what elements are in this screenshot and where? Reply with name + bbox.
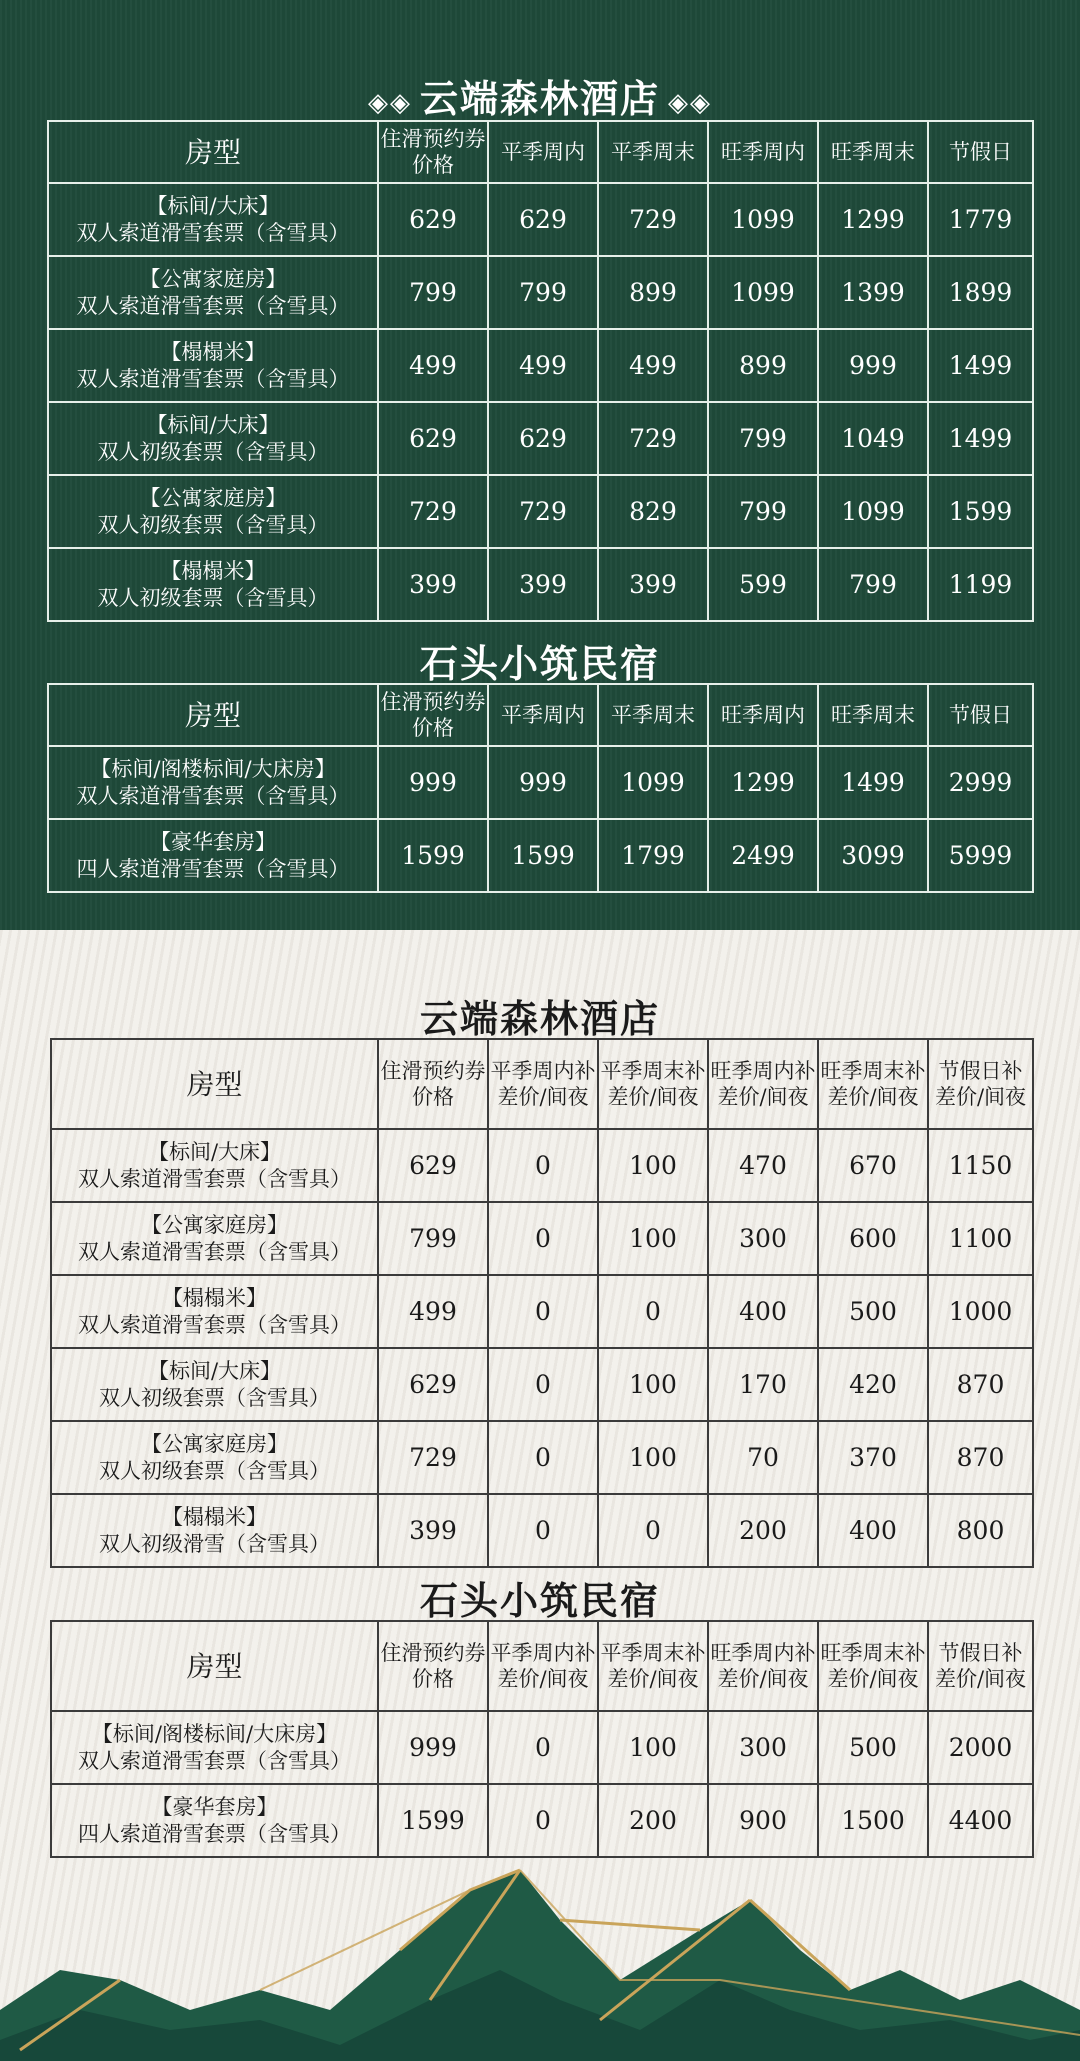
off-weekday-cell: 0	[488, 1494, 598, 1567]
off-weekend-cell: 399	[598, 548, 708, 621]
holiday-cell: 5999	[928, 819, 1033, 892]
peak-weekday-cell: 799	[708, 475, 818, 548]
package-name: 双人索道滑雪套票（含雪具）	[78, 1312, 351, 1337]
off-weekend-cell: 100	[598, 1129, 708, 1202]
voucher-price-cell: 1599	[378, 1784, 488, 1857]
off-weekday-cell: 0	[488, 1129, 598, 1202]
room-name: 【标间/大床】	[147, 1140, 282, 1165]
voucher-price-cell: 399	[378, 1494, 488, 1567]
header-holiday-surcharge: 节假日补差价/间夜	[928, 1039, 1033, 1129]
holiday-cell: 1000	[928, 1275, 1033, 1348]
package-name: 双人初级套票（含雪具）	[97, 439, 329, 464]
peak-weekend-cell: 670	[818, 1129, 928, 1202]
off-weekday-cell: 629	[488, 402, 598, 475]
voucher-price-cell: 629	[378, 1129, 488, 1202]
peak-weekday-cell: 899	[708, 329, 818, 402]
holiday-cell: 1150	[928, 1129, 1033, 1202]
off-weekend-cell: 200	[598, 1784, 708, 1857]
package-name: 双人索道滑雪套票（含雪具）	[76, 366, 350, 391]
package-name: 双人索道滑雪套票（含雪具）	[76, 220, 350, 245]
holiday-cell: 1499	[928, 402, 1033, 475]
room-type-cell	[48, 402, 378, 475]
header-room-type: 房型	[51, 1621, 378, 1711]
holiday-cell: 1199	[928, 548, 1033, 621]
peak-weekend-cell: 420	[818, 1348, 928, 1421]
off-weekday-cell: 0	[488, 1421, 598, 1494]
off-weekday-cell: 0	[488, 1711, 598, 1784]
off-weekend-cell: 899	[598, 256, 708, 329]
peak-weekday-cell: 200	[708, 1494, 818, 1567]
header-peak-weekend: 旺季周末	[818, 684, 928, 746]
off-weekday-cell: 499	[488, 329, 598, 402]
header-holiday: 节假日	[928, 684, 1033, 746]
peak-weekend-cell: 1499	[818, 746, 928, 819]
holiday-cell: 800	[928, 1494, 1033, 1567]
package-name: 双人索道滑雪套票（含雪具）	[76, 783, 350, 808]
room-type-cell	[48, 329, 378, 402]
table-row	[51, 1202, 1033, 1275]
table-row	[48, 746, 1033, 819]
peak-weekend-cell: 400	[818, 1494, 928, 1567]
surcharge-table-stone-cottage	[50, 1620, 1034, 1858]
table-row	[48, 256, 1033, 329]
table-row	[48, 183, 1033, 256]
peak-weekend-cell: 3099	[818, 819, 928, 892]
header-peak-weekend: 旺季周末	[818, 121, 928, 183]
room-type-cell	[51, 1494, 378, 1567]
package-name: 双人索道滑雪套票（含雪具）	[78, 1748, 351, 1773]
peak-weekend-cell: 1500	[818, 1784, 928, 1857]
table-header-row	[51, 1621, 1033, 1711]
room-name: 【公寓家庭房】	[139, 486, 287, 511]
off-weekday-cell: 0	[488, 1202, 598, 1275]
room-type-cell	[51, 1711, 378, 1784]
off-weekend-cell: 829	[598, 475, 708, 548]
header-voucher-price: 住滑预约券价格	[378, 1039, 488, 1129]
off-weekend-cell: 1799	[598, 819, 708, 892]
peak-weekend-cell: 370	[818, 1421, 928, 1494]
room-name: 【榻榻米】	[160, 340, 266, 365]
holiday-cell: 1599	[928, 475, 1033, 548]
peak-weekend-cell: 1299	[818, 183, 928, 256]
package-name: 双人初级套票（含雪具）	[97, 585, 329, 610]
header-peak-weekday: 旺季周内	[708, 684, 818, 746]
room-name: 【榻榻米】	[162, 1505, 267, 1530]
off-weekend-cell: 729	[598, 183, 708, 256]
package-name: 双人初级套票（含雪具）	[99, 1385, 330, 1410]
voucher-price-cell: 629	[378, 1348, 488, 1421]
voucher-price-cell: 729	[378, 475, 488, 548]
room-type-cell	[51, 1348, 378, 1421]
header-peak-weekday-surcharge: 旺季周内补差价/间夜	[708, 1621, 818, 1711]
table-row	[48, 329, 1033, 402]
package-name: 双人索道滑雪套票（含雪具）	[78, 1239, 351, 1264]
header-holiday: 节假日	[928, 121, 1033, 183]
peak-weekday-cell: 1299	[708, 746, 818, 819]
room-name: 【标间/大床】	[146, 194, 280, 219]
voucher-price-cell: 729	[378, 1421, 488, 1494]
voucher-price-cell: 499	[378, 329, 488, 402]
peak-weekend-cell: 1099	[818, 475, 928, 548]
peak-weekday-cell: 300	[708, 1202, 818, 1275]
off-weekday-cell: 799	[488, 256, 598, 329]
surcharge-table-cloud-forest-hotel	[50, 1038, 1034, 1568]
header-peak-weekday-surcharge: 旺季周内补差价/间夜	[708, 1039, 818, 1129]
holiday-cell: 1899	[928, 256, 1033, 329]
table-title-cloud-forest-hotel: ◈◈ 云端森林酒店 ◈◈	[367, 76, 712, 121]
room-type-cell	[48, 548, 378, 621]
header-room-type: 房型	[48, 684, 378, 746]
room-type-cell	[48, 746, 378, 819]
room-type-cell	[48, 256, 378, 329]
header-room-type: 房型	[51, 1039, 378, 1129]
off-weekend-cell: 729	[598, 402, 708, 475]
header-holiday-surcharge: 节假日补差价/间夜	[928, 1621, 1033, 1711]
room-name: 【公寓家庭房】	[139, 267, 287, 292]
header-peak-weekend-surcharge: 旺季周末补差价/间夜	[818, 1621, 928, 1711]
off-weekend-cell: 0	[598, 1275, 708, 1348]
surcharge-title-stone-cottage: 石头小筑民宿	[419, 1578, 660, 1623]
header-off-weekday-surcharge: 平季周内补差价/间夜	[488, 1621, 598, 1711]
off-weekend-cell: 100	[598, 1421, 708, 1494]
price-table-stone-cottage	[47, 683, 1034, 893]
room-type-cell	[51, 1421, 378, 1494]
surcharge-title-cloud-forest-hotel: 云端森林酒店	[419, 996, 660, 1041]
room-name: 【标间/大床】	[146, 413, 280, 438]
package-name: 双人索道滑雪套票（含雪具）	[78, 1166, 351, 1191]
peak-weekday-cell: 2499	[708, 819, 818, 892]
header-off-weekend: 平季周末	[598, 684, 708, 746]
table-row	[48, 402, 1033, 475]
table-title-stone-cottage: 石头小筑民宿	[419, 641, 660, 686]
peak-weekday-cell: 900	[708, 1784, 818, 1857]
off-weekday-cell: 0	[488, 1784, 598, 1857]
table-row	[51, 1784, 1033, 1857]
table-row	[51, 1348, 1033, 1421]
holiday-cell: 2000	[928, 1711, 1033, 1784]
table-row	[48, 819, 1033, 892]
table-row	[51, 1421, 1033, 1494]
package-name: 双人初级套票（含雪具）	[99, 1458, 330, 1483]
header-peak-weekend-surcharge: 旺季周末补差价/间夜	[818, 1039, 928, 1129]
off-weekday-cell: 399	[488, 548, 598, 621]
package-name: 四人索道滑雪套票（含雪具）	[78, 1821, 351, 1846]
voucher-price-cell: 1599	[378, 819, 488, 892]
header-voucher-price: 住滑预约券价格	[378, 1621, 488, 1711]
voucher-price-cell: 629	[378, 402, 488, 475]
off-weekend-cell: 0	[598, 1494, 708, 1567]
header-room-type: 房型	[48, 121, 378, 183]
off-weekend-cell: 100	[598, 1202, 708, 1275]
room-type-cell	[48, 183, 378, 256]
peak-weekend-cell: 600	[818, 1202, 928, 1275]
peak-weekday-cell: 470	[708, 1129, 818, 1202]
dark-price-panel	[0, 0, 1080, 930]
voucher-price-cell: 799	[378, 1202, 488, 1275]
diamond-ornament-icon: ◈◈	[367, 87, 412, 118]
header-off-weekend: 平季周末	[598, 121, 708, 183]
header-off-weekend-surcharge: 平季周末补差价/间夜	[598, 1621, 708, 1711]
peak-weekend-cell: 1049	[818, 402, 928, 475]
holiday-cell: 1100	[928, 1202, 1033, 1275]
header-off-weekend-surcharge: 平季周末补差价/间夜	[598, 1039, 708, 1129]
table-row	[51, 1275, 1033, 1348]
room-name: 【公寓家庭房】	[141, 1213, 288, 1238]
off-weekend-cell: 100	[598, 1711, 708, 1784]
table-row	[48, 475, 1033, 548]
off-weekend-cell: 499	[598, 329, 708, 402]
table-row	[51, 1711, 1033, 1784]
room-type-cell	[51, 1129, 378, 1202]
off-weekday-cell: 1599	[488, 819, 598, 892]
room-name: 【标间/阁楼标间/大床房】	[90, 757, 336, 782]
package-name: 双人初级套票（含雪具）	[97, 512, 329, 537]
off-weekday-cell: 729	[488, 475, 598, 548]
room-name: 【榻榻米】	[160, 559, 266, 584]
peak-weekday-cell: 1099	[708, 183, 818, 256]
room-type-cell	[48, 475, 378, 548]
holiday-cell: 1499	[928, 329, 1033, 402]
peak-weekend-cell: 1399	[818, 256, 928, 329]
voucher-price-cell: 629	[378, 183, 488, 256]
off-weekday-cell: 0	[488, 1275, 598, 1348]
peak-weekday-cell: 799	[708, 402, 818, 475]
header-voucher-price: 住滑预约券价格	[378, 684, 488, 746]
room-name: 【豪华套房】	[151, 1795, 278, 1820]
price-table-cloud-forest-hotel	[47, 120, 1034, 622]
holiday-cell: 1779	[928, 183, 1033, 256]
room-name: 【标间/大床】	[147, 1359, 282, 1384]
peak-weekend-cell: 500	[818, 1711, 928, 1784]
mountain-illustration	[0, 1860, 1080, 2061]
peak-weekday-cell: 70	[708, 1421, 818, 1494]
package-name: 双人初级滑雪（含雪具）	[99, 1531, 330, 1556]
room-name: 【豪华套房】	[150, 830, 276, 855]
off-weekend-cell: 100	[598, 1348, 708, 1421]
holiday-cell: 870	[928, 1348, 1033, 1421]
holiday-cell: 870	[928, 1421, 1033, 1494]
table-row	[48, 548, 1033, 621]
peak-weekday-cell: 400	[708, 1275, 818, 1348]
peak-weekend-cell: 500	[818, 1275, 928, 1348]
package-name: 双人索道滑雪套票（含雪具）	[76, 293, 350, 318]
voucher-price-cell: 499	[378, 1275, 488, 1348]
room-type-cell	[51, 1202, 378, 1275]
holiday-cell: 4400	[928, 1784, 1033, 1857]
table-row	[51, 1494, 1033, 1567]
table-header-row	[51, 1039, 1033, 1129]
header-off-weekday: 平季周内	[488, 684, 598, 746]
peak-weekday-cell: 300	[708, 1711, 818, 1784]
peak-weekend-cell: 999	[818, 329, 928, 402]
room-type-cell	[51, 1784, 378, 1857]
voucher-price-cell: 999	[378, 1711, 488, 1784]
table-header-row	[48, 684, 1033, 746]
off-weekday-cell: 0	[488, 1348, 598, 1421]
off-weekend-cell: 1099	[598, 746, 708, 819]
voucher-price-cell: 999	[378, 746, 488, 819]
table-row	[51, 1129, 1033, 1202]
peak-weekday-cell: 599	[708, 548, 818, 621]
room-name: 【标间/阁楼标间/大床房】	[91, 1722, 338, 1747]
header-off-weekday: 平季周内	[488, 121, 598, 183]
room-name: 【榻榻米】	[162, 1286, 267, 1311]
peak-weekday-cell: 1099	[708, 256, 818, 329]
off-weekday-cell: 999	[488, 746, 598, 819]
header-peak-weekday: 旺季周内	[708, 121, 818, 183]
voucher-price-cell: 399	[378, 548, 488, 621]
header-off-weekday-surcharge: 平季周内补差价/间夜	[488, 1039, 598, 1129]
peak-weekday-cell: 170	[708, 1348, 818, 1421]
package-name: 四人索道滑雪套票（含雪具）	[76, 856, 350, 881]
table-header-row	[48, 121, 1033, 183]
voucher-price-cell: 799	[378, 256, 488, 329]
header-voucher-price: 住滑预约券价格	[378, 121, 488, 183]
room-name: 【公寓家庭房】	[141, 1432, 288, 1457]
room-type-cell	[48, 819, 378, 892]
peak-weekend-cell: 799	[818, 548, 928, 621]
off-weekday-cell: 629	[488, 183, 598, 256]
room-type-cell	[51, 1275, 378, 1348]
diamond-ornament-icon: ◈◈	[668, 87, 712, 118]
holiday-cell: 2999	[928, 746, 1033, 819]
